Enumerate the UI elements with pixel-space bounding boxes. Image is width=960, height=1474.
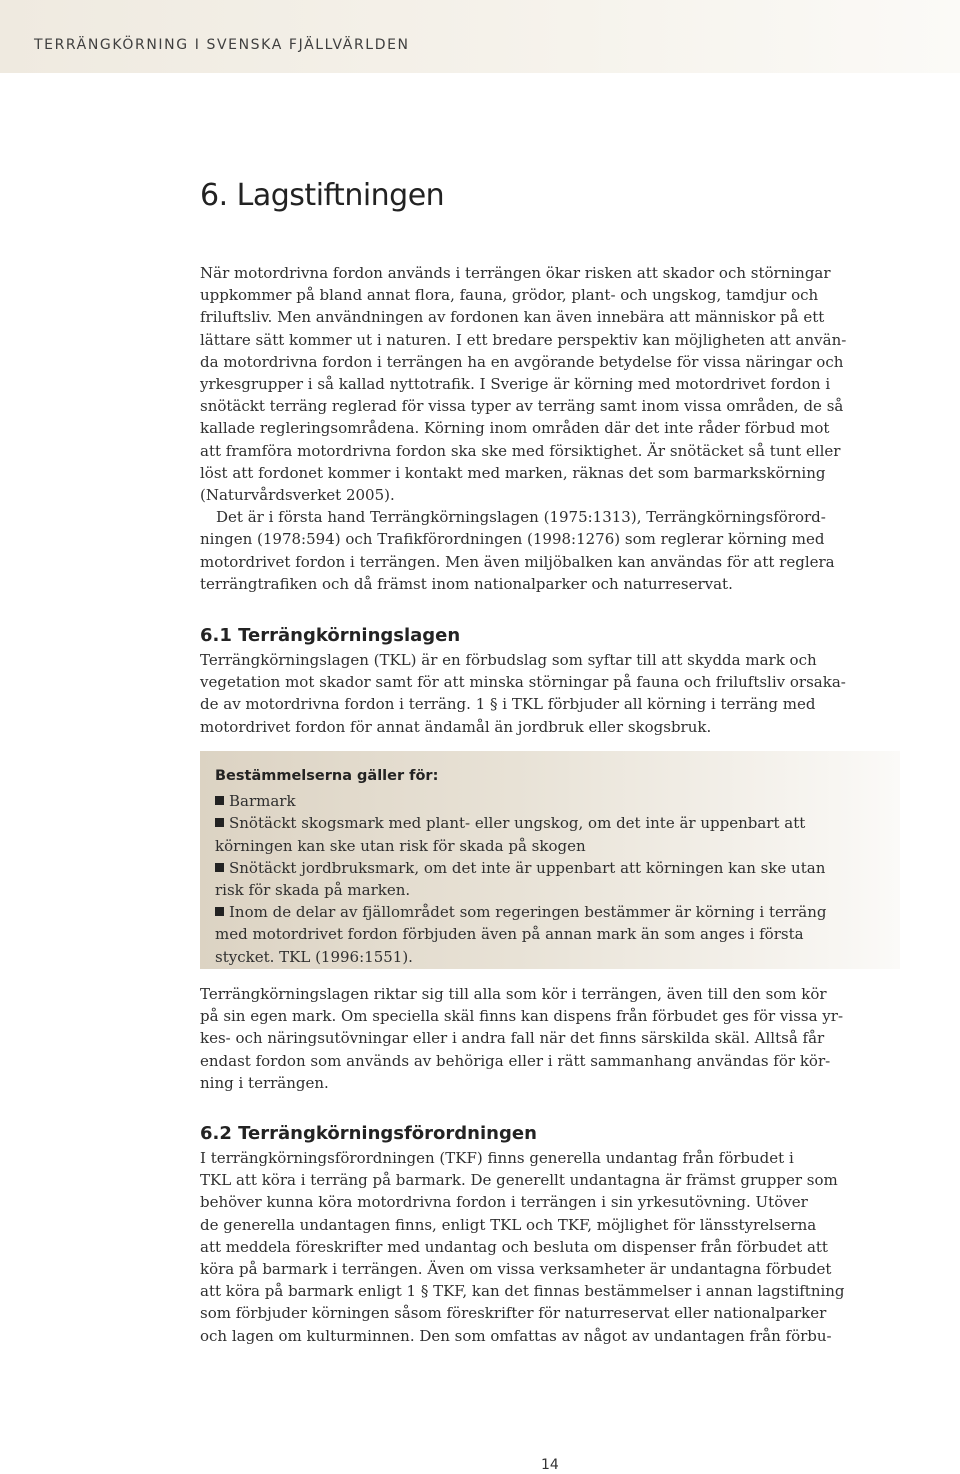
text-line: TKL att köra i terräng på barmark. De generellt undantagna är främst grupper som	[200, 1171, 838, 1190]
list-item	[215, 812, 890, 856]
text-line: Terrängkörningslagen (TKL) är en förbudslag som syftar till att skydda mark och	[200, 651, 817, 669]
text-line: yrkesgrupper i så kallad nyttotrafik. I Sverige är körning med motordrivet fordon i	[200, 375, 831, 394]
text-line: körningen kan ske utan risk för skada på skogen	[215, 836, 586, 855]
intro-paragraph	[200, 262, 900, 506]
box-heading: Bestämmelserna gäller för:	[215, 768, 439, 784]
text-line	[215, 790, 890, 812]
list-item-text: Snötäckt jordbruksmark, om det inte är uppenbart att körningen kan ske utan	[229, 858, 826, 877]
intro-text	[200, 262, 900, 595]
regulations-box	[200, 751, 900, 969]
text-line	[215, 812, 890, 834]
text-line: da motordrivna fordon i terrängen ha en avgörande betydelse för vissa näringar och	[200, 352, 844, 371]
text-line	[215, 901, 890, 923]
text-line: (Naturvårdsverket 2005).	[200, 486, 395, 505]
text-line: köra på barmark i terrängen. Även om vissa verksamheter är undantagna förbudet	[200, 1260, 832, 1279]
text-line: vegetation mot skador samt för att minska störningar på fauna och friluftsliv orsaka-	[200, 673, 846, 692]
list-item-text: Snötäckt skogsmark med plant- eller ungskog, om det inte är uppenbart att	[229, 814, 806, 833]
section-heading-6-1: 6.1 Terrängkörningslagen	[200, 625, 461, 646]
section1-after-paragraph	[200, 983, 900, 1094]
text-line: terrängtrafiken och då främst inom nationalparker och naturreservat.	[200, 574, 733, 593]
square-bullet-icon	[215, 796, 224, 805]
text-line: kes- och näringsutövningar eller i andra fall när det finns särskilda skäl. Alltså får	[200, 1029, 825, 1048]
text-line: de av motordrivna fordon i terräng. 1 § i TKL förbjuder all körning i terräng med	[200, 695, 816, 714]
list-item-text: Inom de delar av fjällområdet som regeringen bestämmer är körning i terräng	[229, 903, 827, 922]
regulations-box-content	[215, 765, 890, 968]
regulations-list	[215, 790, 890, 968]
text-line	[215, 857, 890, 879]
text-line: stycket. TKL (1996:1551).	[215, 947, 413, 966]
text-line: att meddela föreskrifter med undantag och besluta om dispenser från förbudet att	[200, 1237, 828, 1256]
text-line: friluftsliv. Men användningen av fordonen kan även innebära att människor på ett	[200, 308, 825, 327]
text-line: snötäckt terräng reglerad för vissa typer av terräng samt inom vissa områden, de så	[200, 397, 844, 416]
text-line: med motordrivet fordon förbjuden även på annan mark än som anges i första	[215, 925, 804, 944]
text-line: på sin egen mark. Om speciella skäl finns kan dispens från förbudet ges för vissa yr-	[200, 1007, 844, 1026]
square-bullet-icon	[215, 907, 224, 916]
text-line: och lagen om kulturminnen. Den som omfattas av något av undantagen från förbu-	[200, 1326, 832, 1345]
list-item-text: Barmark	[229, 792, 296, 811]
text-line: När motordrivna fordon används i terrängen ökar risken att skador och störningar	[200, 264, 831, 282]
square-bullet-icon	[215, 863, 224, 872]
page-number: 14	[541, 1457, 559, 1473]
text-line: behöver kunna köra motordrivna fordon i terrängen i sin yrkesutövning. Utöver	[200, 1193, 808, 1212]
text-line: motordrivet fordon i terrängen. Men även miljöbalken kan användas för att reglera	[200, 552, 835, 571]
square-bullet-icon	[215, 818, 224, 827]
text-line: de generella undantagen finns, enligt TKL och TKF, möjlighet för länsstyrelserna	[200, 1215, 817, 1234]
list-item	[215, 790, 890, 812]
text-line: uppkommer på bland annat flora, fauna, grödor, plant- och ungskog, tamdjur och	[200, 286, 819, 305]
text-line: som förbjuder körningen såsom föreskrifter för naturreservat eller nationalparker	[200, 1304, 827, 1323]
list-item	[215, 901, 890, 968]
text-line: I terrängkörningsförordningen (TKF) finns generella undantag från förbudet i	[200, 1149, 794, 1167]
chapter-title: 6. Lagstiftningen	[200, 178, 445, 213]
text-line: Terrängkörningslagen riktar sig till alla som kör i terrängen, även till den som kör	[200, 985, 827, 1003]
text-line: att framföra motordrivna fordon ska ske med försiktighet. Är snötäcket så tunt eller	[200, 441, 841, 460]
text-line: ningen (1978:594) och Trafikförordningen (1998:1276) som reglerar körning med	[200, 530, 825, 549]
text-line: endast fordon som används av behöriga eller i rätt sammanhang användas för kör-	[200, 1051, 831, 1070]
text-line: risk för skada på marken.	[215, 881, 411, 900]
section1-paragraph	[200, 649, 900, 738]
text-line-content: Det är i första hand Terrängkörningslagen (1975:1313), Terrängkörningsförord-	[216, 508, 826, 527]
text-line: kallade regleringsområdena. Körning inom områden där det inte råder förbud mot	[200, 419, 830, 438]
text-line: ning i terrängen.	[200, 1073, 329, 1092]
header-band	[0, 0, 960, 73]
text-line: löst att fordonet kommer i kontakt med marken, räknas det som barmarkskörning	[200, 463, 826, 482]
text-line	[200, 506, 900, 528]
text-line: motordrivet fordon för annat ändamål än jordbruk eller skogsbruk.	[200, 717, 712, 736]
second-paragraph	[200, 506, 900, 595]
list-item	[215, 857, 890, 901]
text-line: att köra på barmark enligt 1 § TKF, kan det finnas bestämmelser i annan lagstiftning	[200, 1282, 845, 1301]
running-title: TERRÄNGKÖRNING I SVENSKA FJÄLLVÄRLDEN	[34, 37, 410, 53]
section2-paragraph	[200, 1147, 900, 1347]
section-heading-6-2: 6.2 Terrängkörningsförordningen	[200, 1123, 537, 1144]
text-line: lättare sätt kommer ut i naturen. I ett bredare perspektiv kan möjligheten att använ-	[200, 330, 847, 349]
